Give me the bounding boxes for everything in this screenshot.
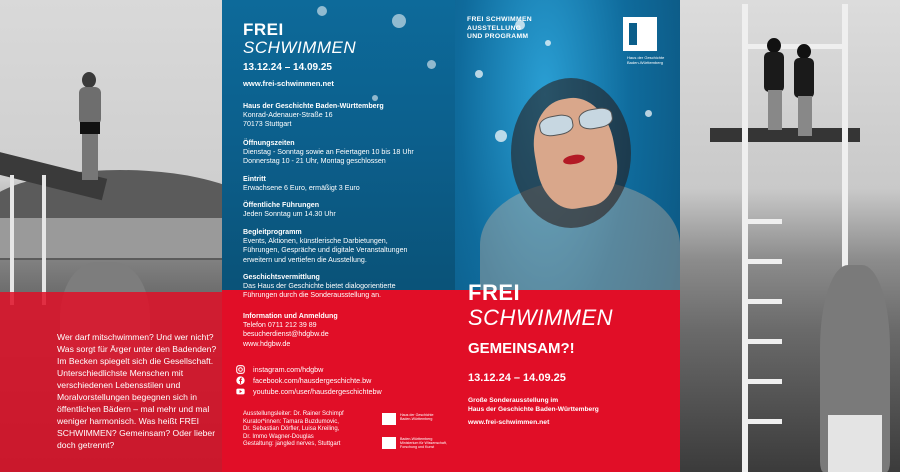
museum-logo-icon bbox=[382, 413, 396, 425]
credits-line2: Kurator*innen: Tamara Buzdumovic, bbox=[243, 418, 339, 425]
panel-cover bbox=[455, 0, 680, 472]
hours-heading: Öffnungszeiten bbox=[243, 139, 295, 147]
mediation-heading: Geschichtsvermittlung bbox=[243, 273, 320, 281]
hours-block bbox=[243, 139, 453, 167]
panel-left-photo bbox=[0, 0, 222, 472]
cover-top-label-line3: UND PROGRAMM bbox=[467, 33, 529, 40]
youtube-icon bbox=[236, 387, 245, 396]
program-heading: Begleitprogramm bbox=[243, 228, 302, 236]
credits-block bbox=[243, 411, 344, 449]
info-url[interactable]: www.frei-schwimmen.net bbox=[243, 79, 334, 88]
info-title-line1: FREI bbox=[243, 20, 284, 39]
facebook-icon bbox=[236, 376, 245, 385]
tours-time: Jeden Sonntag um 14.30 Uhr bbox=[243, 210, 336, 218]
social-facebook[interactable] bbox=[236, 376, 371, 385]
credits-line5: Gestaltung: jangled nerves, Stuttgart bbox=[243, 441, 341, 448]
cover-logo-text: Haus der Geschichte Baden-Württemberg bbox=[627, 55, 665, 65]
cover-top-label bbox=[467, 16, 532, 42]
address-city: 70173 Stuttgart bbox=[243, 120, 292, 129]
swimmer-girl-2 bbox=[792, 44, 816, 139]
contact-heading: Information und Anmeldung bbox=[243, 312, 338, 320]
contact-web[interactable]: www.hdgbw.de bbox=[243, 339, 291, 348]
social-instagram[interactable] bbox=[236, 365, 323, 374]
ministry-logo-text: Baden-Württemberg Ministerium für Wissenschaft, Forschung und Kunst bbox=[400, 437, 447, 450]
social-youtube[interactable] bbox=[236, 387, 382, 396]
youtube-link-text: youtube.com/user/hausdergeschichtebw bbox=[253, 387, 382, 396]
program-line1: Events, Aktionen, künstlerische Darbietungen, bbox=[243, 237, 388, 245]
cover-top-label-line1: FREI SCHWIMMEN bbox=[467, 16, 532, 23]
mediation-line1: Das Haus der Geschichte bietet dialogorientierte bbox=[243, 282, 396, 290]
mediation-block bbox=[243, 273, 453, 301]
panel-right-photo bbox=[680, 0, 900, 472]
cover-url[interactable]: www.frei-schwimmen.net bbox=[468, 419, 550, 426]
cover-title-line2: SCHWIMMEN bbox=[468, 305, 614, 330]
mediation-line2: Führungen durch die Sonderausstellung an. bbox=[243, 291, 382, 300]
contact-email[interactable]: besucherdienst@hdgbw.de bbox=[243, 330, 329, 339]
tours-heading: Öffentliche Führungen bbox=[243, 201, 320, 209]
tours-block bbox=[243, 201, 453, 219]
cover-top-label-line2: AUSSTELLUNG bbox=[467, 24, 522, 32]
admission-prices: Erwachsene 6 Euro, ermäßigt 3 Euro bbox=[243, 184, 360, 192]
credits-line1: Ausstellungsleiter: Dr. Rainer Schimpf bbox=[243, 411, 344, 417]
cover-title-line1: FREI bbox=[468, 280, 521, 305]
hours-line2: Donnerstag 10 - 21 Uhr, Montag geschlossen bbox=[243, 157, 386, 166]
contact-block bbox=[243, 312, 453, 349]
diving-ladder bbox=[10, 175, 46, 305]
cover-title-line3: GEMEINSAM?! bbox=[468, 340, 575, 357]
cover-subtitle bbox=[468, 397, 599, 414]
contact-phone[interactable]: Telefon 0711 212 39 89 bbox=[243, 321, 317, 329]
instagram-link-text: instagram.com/hdgbw bbox=[253, 365, 324, 374]
info-title-line2: SCHWIMMEN bbox=[243, 38, 357, 57]
address-street: Konrad-Adenauer-Straße 16 bbox=[243, 111, 333, 119]
man-figure bbox=[820, 265, 890, 472]
address-heading: Haus der Geschichte Baden-Württemberg bbox=[243, 102, 384, 110]
hours-line1: Dienstag - Sonntag sowie an Feiertagen 10 bis 18 Uhr bbox=[243, 148, 414, 156]
info-dates: 13.12.24 – 14.09.25 bbox=[243, 62, 332, 73]
panel-info bbox=[222, 0, 455, 472]
credits-line3: Dr. Sebastian Dörfler, Luisa Kreiling, bbox=[243, 426, 340, 433]
cover-subtitle-line1: Große Sonderausstellung im bbox=[468, 397, 559, 404]
facebook-link-text: facebook.com/hausdergeschichte.bw bbox=[253, 376, 372, 385]
cover-dates: 13.12.24 – 14.09.25 bbox=[468, 372, 566, 384]
diver-figure bbox=[76, 72, 104, 182]
admission-heading: Eintritt bbox=[243, 175, 266, 183]
intro-question-text: Wer darf mitschwimmen? Und wer nicht? Was sorgt für Ärger unter den Badenden? Im Becken spiegelt sich die Gesellschaft. Unterschiedlichste Menschen mit verschiedenen Lebensstilen und Moralvorstellungen begegnen sich in öffentlichen Bädern – mal mehr und mal weniger harmonisch. Was heißt FREI SCHWIMMEN? Gemeinsam? Oder lieber doch getrennt? bbox=[57, 332, 217, 450]
swimmer-girl-1 bbox=[762, 38, 786, 133]
museum-logo bbox=[623, 17, 657, 51]
instagram-icon bbox=[236, 365, 245, 374]
program-line2: Führungen, Gespräche und digitale Veranstaltungen bbox=[243, 246, 408, 255]
ministry-logo-icon bbox=[382, 437, 396, 449]
program-line3: erweitern und vertiefen die Ausstellung. bbox=[243, 255, 367, 264]
museum-logo-text: Haus der Geschichte Baden-Württemberg bbox=[400, 413, 434, 422]
address-block bbox=[243, 102, 453, 130]
credits-line4: Dr. Immo Wagner-Douglas bbox=[243, 433, 314, 440]
cover-subtitle-line2: Haus der Geschichte Baden-Württemberg bbox=[468, 405, 599, 413]
admission-block bbox=[243, 175, 453, 193]
program-block bbox=[243, 228, 453, 265]
